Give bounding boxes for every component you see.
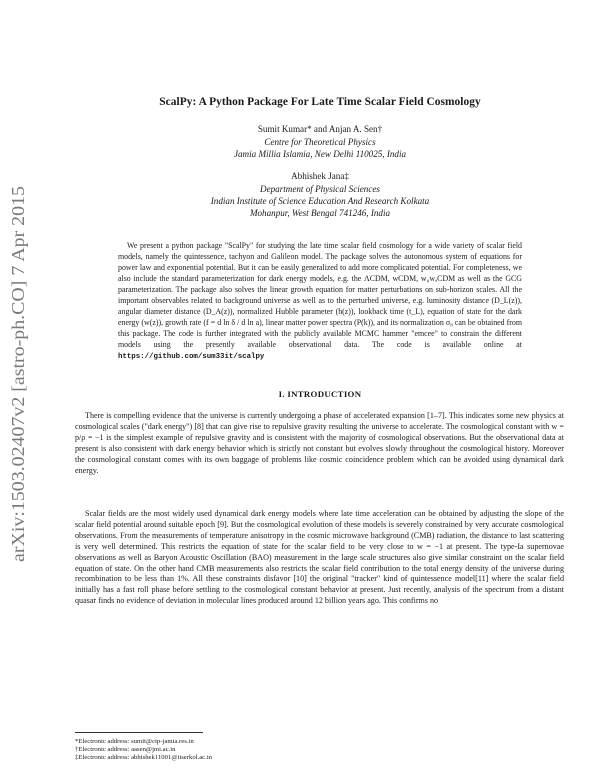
abstract-text: We present a python package "ScalPy" for studying the late time scalar field cosmology for a wide variety of scalar field models, namely the quintessence, tachyon and Galileon model. The package solves the autonomous system of equations for power law and exponential potential. But it can be easily generalized to add more complicated potential. For completeness, we also include the standard parameterization for dark energy models, e.g. the ΛCDM, wCDM, w₀wₐCDM as well as the GCG parameterization. The package also solves the linear growth equation for matter perturbations on sub-horizon scales. All the important observables related to background universe as well as to the perturbed universe, e.g. luminosity distance (D_L(z)), angular diameter distance (D_A(z)), normalized Hubble parameter (h(z)), lookback time (t_L), equation of state for the dark energy (w(z)), growth rate (f = d ln δ / d ln a), linear matter power spectra (P(k)), and its normalization σ₈ can be obtained from this package. The code is further integrated with the publicly available MCMC hammer "emcee" to constrain the different models using the presently available observational data. The code is available online at: [118, 241, 522, 349]
affiliation-2-line-1: Department of Physical Sciences: [260, 184, 380, 194]
authors-line: Sumit Kumar* and Anjan A. Sen†: [257, 124, 383, 134]
section-heading-introduction: I. INTRODUCTION: [278, 389, 362, 399]
footnote-1: *Electronic address: sumit@ctp-jamia.res.in: [75, 738, 194, 745]
affiliation-1-line-2: Jamia Millia Islamia, New Delhi 110025, India: [233, 149, 407, 159]
intro-paragraph-1: There is compelling evidence that the universe is currently undergoing a phase of accelerated expansion [1–7]. This indicates some new physics at cosmological scales ("dark energy") [8] that can give rise to repulsive gravity resulting the universe to accelerate. The cosmological constant with w = p/ρ = −1 is the simplest example of repulsive gravity and is consistent with the majority of cosmological observations. But the observational data at present is also consistent with dark energy behavior which is strictly not constant but evolves slowly throughout the cosmological history. Moreover the cosmological constant comes with its own baggage of problems like cosmic coincidence problem which can be avoided using dynamical dark energy.: [75, 411, 564, 475]
arxiv-identifier-stamp: [0, 184, 38, 564]
author-2-line: Abhishek Jana‡: [291, 171, 349, 181]
abstract: [118, 241, 522, 362]
footnote-3: ‡Electronic address: abhishek11001@iiserkol.ac.in: [75, 754, 213, 761]
paper-title: ScalPy: A Python Package For Late Time Scalar Field Cosmology: [159, 96, 481, 108]
abstract-url: https://github.com/sum33it/scalpy: [118, 352, 265, 361]
footnote-2: †Electronic address: aasen@jmi.ac.in: [75, 746, 176, 753]
affiliation-1-line-1: Centre for Theoretical Physics: [264, 137, 376, 147]
affiliation-2-line-2: Indian Institute of Science Education And Research Kolkata: [210, 196, 430, 206]
intro-paragraph-2: Scalar fields are the most widely used dynamical dark energy models where late time acceleration can be obtained by adjusting the slope of the scalar field potential around suitable epoch [9]. But the cosmological evolution of these models is severely constrained by very accurate cosmological observations. From the measurements of temperature anisotropy in the cosmic microwave background (CMB) radiation, the distance to last scattering is very well determined. This restricts the equation of state for the scalar field to be very close to w = −1 at present. The type-Ia supernovae observations as well as Baryon Acoustic Oscillation (BAO) measurement in the large scale structures also give similar constraint on the scalar field equation of state. On the other hand CMB measurements also restricts the scalar field contribution to the total energy density of the universe during recombination to be less than 1%. All these constraints disfavor [10] the original "tracker" kind of quintessence model[11] where the scalar field initially has a fast roll phase before settling to the cosmological constant behavior at present. Just recently, analysis of the spectrum from a distant quasar finds no evidence of deviation in molecular lines produced around 12 billion years ago. This confirms no: [75, 509, 564, 606]
arxiv-identifier-text: arXiv:1503.02407v2 [astro-ph.CO] 7 Apr 2015: [8, 229, 28, 562]
footnote-rule: [75, 732, 203, 733]
affiliation-2-line-3: Mohanpur, West Bengal 741246, India: [249, 208, 391, 218]
arxiv-identifier-svg: [0, 184, 38, 564]
